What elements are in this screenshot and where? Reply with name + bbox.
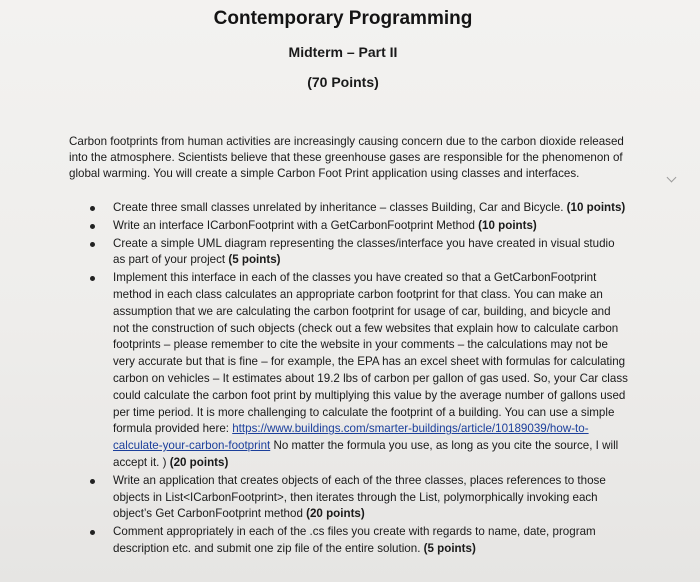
item-text: Write an application that creates objects of each of the three classes, places references to those objects in List<ICarbonFootprint>, then iterates through the List, polymorphically invoking each object’s Get CarbonFootprint method [113, 473, 606, 521]
list-item [88, 218, 628, 235]
item-text: Write an interface ICarbonFootprint with a GetCarbonFootprint Method [113, 218, 479, 232]
item-text: Create three small classes unrelated by inheritance – classes Building, Car and Bicycle. [113, 201, 567, 214]
page-title: Contemporary Programming [213, 8, 473, 29]
item-text: Implement this interface in each of the classes you have created so that a GetCarbonFootprint method in each class calculates an appropriate carbon footprint for that class. You can make an assumption that we are calculating the carbon footprint for usage of car, building, and bicycle and not the construction of such objects (check out a few websites that explain how to calculate carbon footprints – please remember to cite the website in your comments – the calculations may not be very accurate but that is fine – for example, the EPA has an excel sheet with formulas for calculating carbon on vehicles – It estimates about 19.2 lbs of carbon per gallon of gas used. So, your Car class could calculate the carbon foot print by multiplying this value by the average number of gallons used per time period. It is more challenging to calculate the footprint of a building. You can use a simple formula provided here: [113, 271, 628, 436]
list-item [88, 270, 628, 472]
total-points: (70 Points) [307, 74, 379, 90]
intro-paragraph: Carbon footprints from human activities are increasingly causing concern due to the carbon dioxide released into the atmosphere. Scientists believe that these greenhouse gases are responsible for the phenomenon of global warming. You will create a simple Carbon Foot Print application using classes and interfaces. [69, 134, 624, 181]
item-text-after: No matter the formula you use, as long as you cite the source, I will accept it. ) [113, 439, 619, 469]
list-item [88, 473, 628, 523]
page-subtitle: Midterm – Part II [288, 44, 398, 60]
item-points: (5 points) [228, 253, 281, 267]
chevron-down-icon [667, 173, 677, 183]
list-item [88, 524, 628, 558]
requirements-list [88, 200, 628, 559]
item-points: (20 points) [169, 455, 229, 469]
list-item [88, 236, 628, 270]
item-points: (10 points) [566, 201, 626, 214]
item-text: Create a simple UML diagram representing the classes/interface you have created in visual studio as part of your project [113, 236, 615, 267]
list-item [88, 200, 628, 217]
item-points: (10 points) [478, 218, 537, 232]
buildings-link[interactable]: https://www.buildings.com/smarter-buildings/article/10189039/how-to-calculate-your-carbon-footprint [113, 422, 589, 453]
item-text: Comment appropriately in each of the .cs files you create with regards to name, date, program description etc. and submit one zip file of the entire solution. [113, 525, 596, 555]
item-points: (5 points) [423, 541, 476, 555]
item-points: (20 points) [306, 507, 365, 521]
